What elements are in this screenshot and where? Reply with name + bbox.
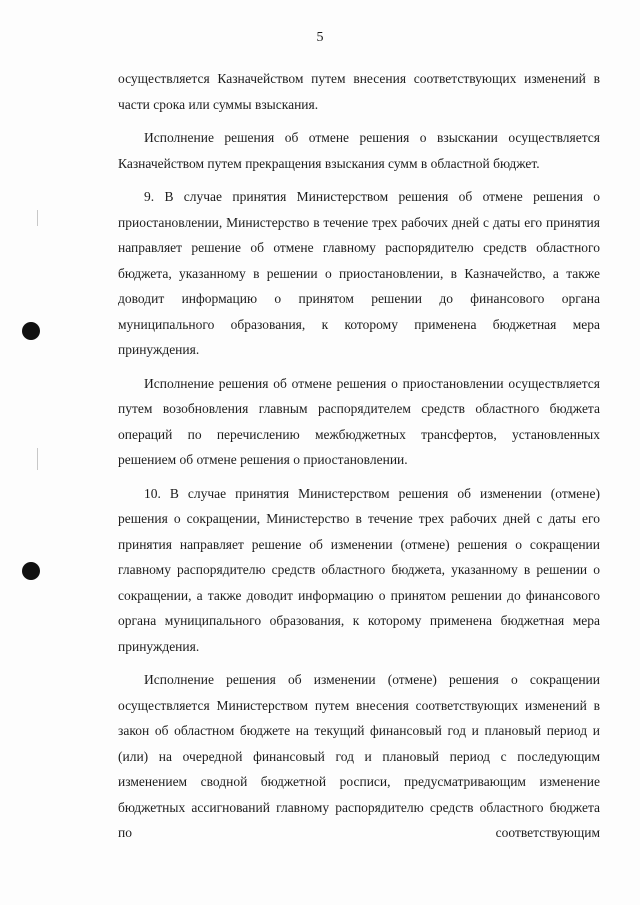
paragraph: осуществляется Казначейством путем внесения соответствующих изменений в части срока или суммы взыскания. [118,71,600,112]
paragraph: 10. В случае принятия Министерством решения об изменении (отмене) решения о сокращении, Министерство в течение трех рабочих дней с даты его принятия направляет решение об изменении (отмене) решения о сокращении главному распорядителю средств областного бюджета, указанному в решении о сокращении, а также доводит информацию о принятом решении до финансового органа муниципального образования, к которому применена бюджетная мера принуждения. [118,485,600,654]
margin-mark [37,448,38,470]
punch-hole [22,322,40,340]
paragraph: Исполнение решения об изменении (отмене) решения о сокращении осуществляется Министерством путем внесения соответствующих изменений в закон об областном бюджете на текущий финансовый год и плановый период и (или) на очередной финансовый год и плановый период с последующим изменением сводной бюджетной росписи, предусматривающим изменение бюджетных ассигнований главному распорядителю средств областного бюджета по соответствующим [118,672,600,840]
paragraph: Исполнение решения об отмене решения о приостановлении осуществляется путем возобновления главным распорядителем средств областного бюджета операций по перечислению межбюджетных трансфертов, установленных решением об отмене решения о приостановлении. [118,375,600,467]
document-body [118,66,600,854]
margin-mark [37,210,38,226]
paragraph: 9. В случае принятия Министерством решения об отмене решения о приостановлении, Министерство в течение трех рабочих дней с даты его принятия направляет решение об отмене главному распорядителю средств областного бюджета, указанному в решении о приостановлении, в Казначейство, а также доводит информацию о принятом решении до финансового органа муниципального образования, к которому применена бюджетная мера принуждения. [118,189,600,357]
punch-hole [22,562,40,580]
page-number: 5 [316,30,324,45]
paragraph: Исполнение решения об отмене решения о взыскании осуществляется Казначейством путем прекращения взыскания сумм в областной бюджет. [118,130,600,171]
